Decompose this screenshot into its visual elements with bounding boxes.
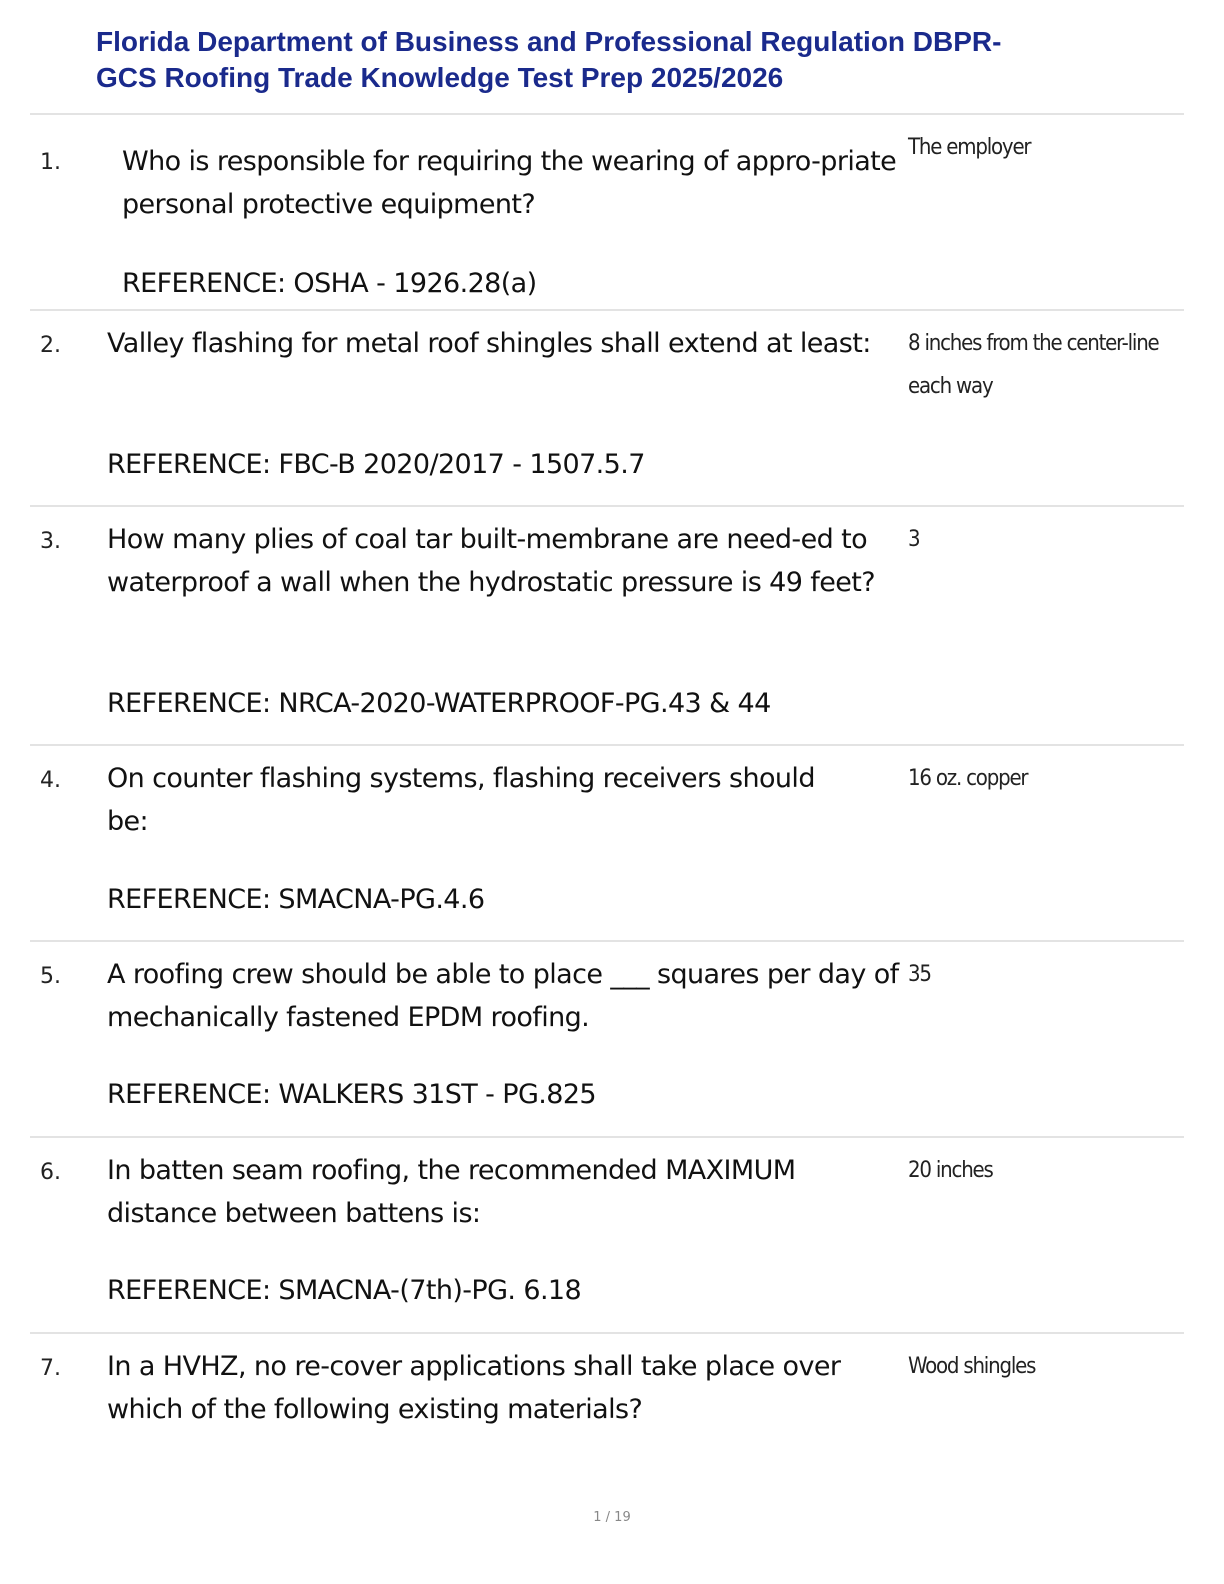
- answer-text: 20 inches: [908, 1158, 993, 1183]
- answer-text: The employer: [908, 135, 1031, 160]
- divider: [30, 940, 1184, 942]
- page-number: 1 / 19: [593, 1510, 631, 1525]
- answer-text: 16 oz. copper: [908, 766, 1028, 791]
- question-text: In batten seam roofing, the recommended MAXIMUM distance between battens is:: [107, 1155, 796, 1229]
- divider: [30, 113, 1184, 115]
- answer-text: 35: [908, 962, 931, 987]
- question-number: 2.: [40, 333, 61, 358]
- divider: [30, 309, 1184, 311]
- question-number: 4.: [40, 768, 61, 793]
- question-reference: REFERENCE: FBC-B 2020/2017 - 1507.5.7: [107, 449, 645, 480]
- question-text: In a HVHZ, no re-cover applications shall take place over which of the following existing materials?: [107, 1351, 841, 1425]
- question-reference: REFERENCE: SMACNA-PG.4.6: [107, 884, 485, 915]
- question-reference: REFERENCE: NRCA-2020-WATERPROOF-PG.43 & 44: [107, 688, 771, 719]
- divider: [30, 744, 1184, 746]
- divider: [30, 1332, 1184, 1334]
- document-title-line-2: GCS Roofing Trade Knowledge Test Prep 2025/2026: [96, 62, 784, 93]
- question-number: 6.: [40, 1160, 61, 1185]
- question-reference: REFERENCE: WALKERS 31ST - PG.825: [107, 1079, 597, 1110]
- divider: [30, 505, 1184, 507]
- document-title-line-1: Florida Department of Business and Professional Regulation DBPR-: [96, 26, 1002, 57]
- question-text: How many plies of coal tar built-membrane are need-ed to waterproof a wall when the hydrostatic pressure is 49 feet?: [107, 524, 875, 598]
- question-number: 5.: [40, 964, 61, 989]
- answer-text: 8 inches from the center-line each way: [908, 331, 1159, 399]
- question-text: Valley flashing for metal roof shingles shall extend at least:: [107, 328, 871, 359]
- question-text: On counter flashing systems, flashing receivers should be:: [107, 763, 815, 837]
- question-number: 3.: [40, 529, 61, 554]
- divider: [30, 1136, 1184, 1138]
- question-reference: REFERENCE: OSHA - 1926.28(a): [122, 268, 537, 299]
- question-number: 1.: [40, 150, 61, 175]
- document-title: [96, 24, 1156, 96]
- question-text: Who is responsible for requiring the wearing of appro-priate personal protective equipment?: [122, 146, 897, 220]
- answer-text: Wood shingles: [908, 1354, 1036, 1379]
- question-number: 7.: [40, 1356, 61, 1381]
- question-text: A roofing crew should be able to place ___ squares per day of mechanically fastened EPDM roofing.: [107, 959, 899, 1033]
- answer-text: 3: [908, 527, 920, 552]
- question-reference: REFERENCE: SMACNA-(7th)-PG. 6.18: [107, 1275, 582, 1306]
